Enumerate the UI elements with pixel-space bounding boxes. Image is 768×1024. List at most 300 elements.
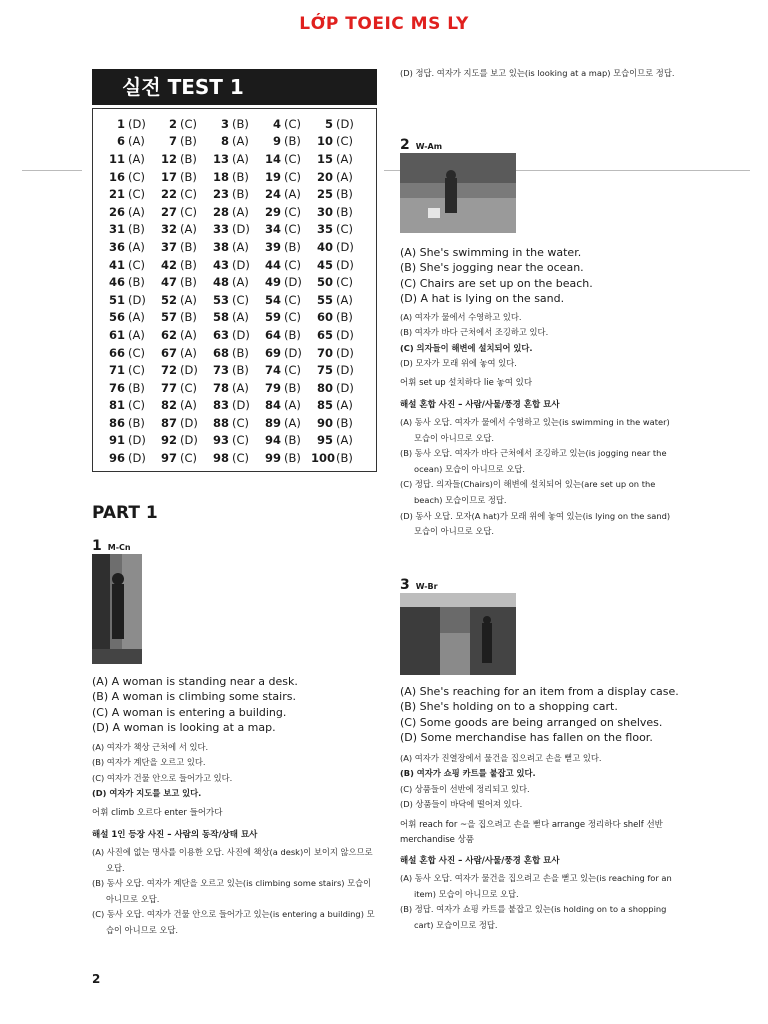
answer-number: 46 (108, 275, 125, 290)
answer-cell (207, 238, 259, 256)
answer-number: 66 (108, 345, 125, 360)
option-ko: (C) 상품들이 선반에 정리되고 있다. (400, 783, 530, 794)
answer-choice: (C) (232, 415, 250, 430)
answer-choice: (D) (336, 116, 354, 131)
answer-number: 47 (160, 275, 177, 290)
answer-choice: (C) (128, 363, 146, 378)
answer-cell (207, 203, 259, 221)
answer-choice: (A) (284, 187, 301, 202)
answer-choice: (B) (128, 415, 145, 430)
answer-choice: (B) (180, 239, 197, 254)
answer-cell (311, 309, 363, 327)
explain-line: (B) 정답. 여자가 쇼핑 카트를 붙잡고 있는(is holding on to a shopping cart) 모습이므로 정답. (400, 904, 667, 930)
answer-choice: (B) (232, 169, 249, 184)
answer-number: 64 (264, 327, 281, 342)
answer-cell (155, 379, 207, 397)
answer-choice: (D) (128, 116, 146, 131)
option-en: (C) Some goods are being arranged on shelves. (400, 715, 663, 729)
answer-cell (259, 414, 311, 432)
answer-number: 40 (316, 239, 333, 254)
answer-cell (155, 133, 207, 151)
answer-choice: (B) (128, 380, 145, 395)
option-ko: (D) 상품들이 바닥에 떨어져 있다. (400, 798, 523, 809)
answer-cell (103, 432, 155, 450)
answer-choice: (A) (180, 222, 197, 237)
option-ko-answer: (B) 여자가 쇼핑 카트를 붙잡고 있다. (400, 768, 536, 779)
answer-number: 84 (264, 398, 281, 413)
answer-cell (155, 291, 207, 309)
answer-cell (259, 309, 311, 327)
answer-cell (103, 115, 155, 133)
answer-cell (311, 185, 363, 203)
answer-number: 2 (168, 116, 177, 131)
answer-choice: (D) (336, 239, 354, 254)
answer-key-grid (92, 108, 377, 472)
answer-choice: (D) (180, 415, 198, 430)
answer-choice: (C) (284, 222, 302, 237)
answer-choice: (C) (336, 222, 354, 237)
answer-number: 97 (160, 451, 177, 466)
explain-line: (D) 동사 오답. 모자(A hat)가 모래 위에 놓여 있는(is lying on the sand) 모습이 아니므로 오답. (400, 510, 671, 537)
question-3-photo (400, 593, 516, 675)
answer-cell (259, 432, 311, 450)
answer-choice: (A) (336, 433, 353, 448)
answer-number: 68 (212, 345, 229, 360)
answer-number: 38 (212, 239, 229, 254)
answer-number: 59 (264, 310, 281, 325)
answer-choice: (D) (232, 327, 250, 342)
answer-choice: (B) (284, 451, 301, 466)
answer-choice: (B) (232, 345, 249, 360)
option-en: (D) A hat is lying on the sand. (400, 291, 565, 305)
answer-cell (311, 221, 363, 239)
answer-cell (155, 115, 207, 133)
answer-number: 37 (160, 239, 177, 254)
answer-cell (155, 397, 207, 415)
answer-number: 89 (264, 415, 281, 430)
answer-cell (207, 185, 259, 203)
answer-choice: (B) (336, 204, 353, 219)
answer-choice: (A) (180, 327, 197, 342)
answer-cell (155, 203, 207, 221)
answer-choice: (B) (180, 169, 197, 184)
answer-choice: (A) (336, 292, 353, 307)
question-2-explain-title: 해설 혼합 사진 – 사람/사물/풍경 혼합 묘사 (400, 400, 560, 410)
question-number: 1 (92, 538, 102, 554)
answer-choice: (A) (232, 204, 249, 219)
answer-cell (311, 273, 363, 291)
answer-cell (155, 326, 207, 344)
answer-number: 35 (316, 222, 333, 237)
answer-row (103, 309, 363, 327)
option-en: (B) She's jogging near the ocean. (400, 261, 584, 275)
answer-choice: (C) (284, 310, 302, 325)
question-1-explain-continued (400, 66, 680, 82)
answer-cell (207, 449, 259, 467)
question-3-vocab: 어휘 reach for ~을 집으려고 손을 뻗다 arrange 정리하다 shelf 선반 merchandise 상품 (400, 820, 663, 845)
answer-cell (103, 361, 155, 379)
answer-cell (103, 379, 155, 397)
answer-cell (155, 168, 207, 186)
answer-cell (259, 256, 311, 274)
answer-cell (155, 361, 207, 379)
answer-choice: (D) (336, 257, 354, 272)
answer-number: 52 (160, 292, 177, 307)
answer-choice: (C) (284, 204, 302, 219)
answer-choice: (B) (284, 327, 301, 342)
answer-row (103, 185, 363, 203)
answer-cell (207, 273, 259, 291)
answer-number: 23 (212, 187, 229, 202)
answer-choice: (C) (284, 363, 302, 378)
answer-number: 22 (160, 187, 177, 202)
answer-choice: (B) (336, 310, 353, 325)
option-ko: (A) 여자가 진열장에서 물건을 집으려고 손을 뻗고 있다. (400, 753, 602, 763)
answer-choice: (A) (128, 310, 145, 325)
answer-row (103, 432, 363, 450)
answer-number: 45 (316, 257, 333, 272)
answer-row (103, 361, 363, 379)
question-2-photo (400, 153, 516, 233)
answer-number: 76 (108, 380, 125, 395)
answer-cell (103, 397, 155, 415)
question-3-explain-title: 해설 혼합 사진 – 사람/사물/풍경 혼합 묘사 (400, 856, 560, 866)
option-en: (B) A woman is climbing some stairs. (92, 690, 296, 704)
answer-number: 44 (264, 257, 281, 272)
answer-number: 28 (212, 204, 229, 219)
answer-cell (259, 221, 311, 239)
answer-cell (155, 238, 207, 256)
answer-choice: (B) (284, 134, 301, 149)
option-en: (A) A woman is standing near a desk. (92, 675, 298, 688)
answer-cell (311, 168, 363, 186)
answer-number: 9 (272, 134, 281, 149)
answer-cell (207, 361, 259, 379)
answer-choice: (B) (336, 451, 353, 466)
answer-cell (155, 150, 207, 168)
answer-number: 19 (264, 169, 281, 184)
question-2-header (400, 134, 442, 153)
answer-choice: (A) (128, 204, 145, 219)
option-en: (D) Some merchandise has fallen on the floor. (400, 730, 653, 744)
option-en: (C) Chairs are set up on the beach. (400, 276, 593, 290)
answer-cell (103, 414, 155, 432)
question-3-options (400, 684, 700, 745)
answer-number: 5 (324, 116, 333, 131)
option-ko: (A) 여자가 책상 근처에 서 있다. (92, 742, 209, 752)
answer-number: 26 (108, 204, 125, 219)
answer-choice: (C) (232, 292, 250, 307)
answer-row (103, 168, 363, 186)
explain-line: (B) 동사 오답. 여자가 계단을 오르고 있는(is climbing some stairs) 모습이 아니므로 오답. (92, 878, 372, 904)
answer-cell (311, 379, 363, 397)
answer-number: 4 (272, 116, 281, 131)
answer-number: 90 (316, 415, 333, 430)
answer-row (103, 150, 363, 168)
answer-cell (311, 449, 363, 467)
answer-choice: (A) (284, 398, 301, 413)
answer-row (103, 414, 363, 432)
answer-number: 92 (160, 433, 177, 448)
answer-choice: (A) (128, 134, 145, 149)
answer-number: 56 (108, 310, 125, 325)
answer-number: 30 (316, 204, 333, 219)
answer-cell (259, 203, 311, 221)
option-ko: (A) 여자가 물에서 수영하고 있다. (400, 312, 522, 322)
answer-cell (311, 432, 363, 450)
answer-row (103, 221, 363, 239)
answer-cell (103, 326, 155, 344)
answer-number: 36 (108, 239, 125, 254)
answer-number: 27 (160, 204, 177, 219)
answer-cell (103, 185, 155, 203)
answer-cell (311, 133, 363, 151)
answer-number: 95 (316, 433, 333, 448)
answer-number: 83 (212, 398, 229, 413)
answer-cell (155, 273, 207, 291)
answer-choice: (A) (232, 239, 249, 254)
answer-choice: (C) (284, 116, 302, 131)
answer-choice: (D) (128, 433, 146, 448)
answer-cell (155, 449, 207, 467)
photo-woman-map (92, 554, 142, 664)
answer-choice: (C) (128, 398, 146, 413)
answer-choice: (B) (180, 310, 197, 325)
answer-cell (311, 291, 363, 309)
answer-cell (207, 256, 259, 274)
answer-choice: (A) (232, 310, 249, 325)
answer-number: 87 (160, 415, 177, 430)
answer-number: 70 (316, 345, 333, 360)
answer-number: 10 (316, 134, 333, 149)
answer-choice: (C) (284, 151, 302, 166)
page-header: LỚP TOEIC MS LY (299, 14, 469, 34)
answer-cell (311, 115, 363, 133)
question-3-header (400, 574, 438, 593)
answer-choice: (A) (180, 292, 197, 307)
option-ko-answer: (D) 여자가 지도를 보고 있다. (92, 787, 202, 798)
answer-cell (207, 309, 259, 327)
answer-choice: (B) (284, 433, 301, 448)
answer-cell (103, 256, 155, 274)
answer-choice: (B) (336, 415, 353, 430)
question-1-explanation (92, 845, 377, 939)
answer-cell (155, 185, 207, 203)
question-1-vocab: 어휘 climb 오르다 enter 들어가다 (92, 808, 223, 818)
answer-cell (103, 344, 155, 362)
question-2-options (400, 245, 690, 306)
answer-number: 16 (108, 169, 125, 184)
answer-number: 15 (316, 151, 333, 166)
answer-cell (259, 168, 311, 186)
answer-choice: (A) (128, 151, 145, 166)
answer-cell (207, 397, 259, 415)
answer-choice: (A) (128, 327, 145, 342)
answer-number: 17 (160, 169, 177, 184)
answer-cell (259, 115, 311, 133)
answer-number: 29 (264, 204, 281, 219)
answer-cell (259, 449, 311, 467)
answer-cell (259, 291, 311, 309)
answer-choice: (C) (180, 116, 198, 131)
answer-number: 20 (316, 169, 333, 184)
answer-number: 57 (160, 310, 177, 325)
answer-cell (155, 414, 207, 432)
explain-line: (D) 정답. 여자가 지도를 보고 있는(is looking at a map) 모습이므로 정답. (400, 68, 675, 78)
answer-cell (155, 309, 207, 327)
answer-cell (207, 115, 259, 133)
answer-cell (103, 291, 155, 309)
answer-choice: (B) (180, 275, 197, 290)
answer-choice: (A) (336, 398, 353, 413)
answer-key-table (103, 115, 363, 467)
answer-number: 73 (212, 363, 229, 378)
answer-number: 14 (264, 151, 281, 166)
answer-cell (259, 150, 311, 168)
test-title: 실전 TEST 1 (92, 69, 377, 105)
explain-line: (C) 동사 오답. 여자가 건물 안으로 들어가고 있는(is entering a building) 모습이 아니므로 오답. (92, 909, 375, 935)
answer-number: 85 (316, 398, 333, 413)
answer-number: 1 (116, 116, 125, 131)
answer-choice: (B) (336, 187, 353, 202)
option-en: (A) She's swimming in the water. (400, 246, 582, 259)
answer-number: 88 (212, 415, 229, 430)
answer-choice: (C) (336, 134, 354, 149)
answer-number: 98 (212, 451, 229, 466)
answer-choice: (A) (336, 169, 353, 184)
question-number: 3 (400, 577, 410, 593)
answer-cell (103, 221, 155, 239)
part-title: PART 1 (92, 503, 158, 523)
answer-choice: (D) (284, 345, 302, 360)
option-en: (A) She's reaching for an item from a display case. (400, 685, 679, 698)
answer-number: 18 (212, 169, 229, 184)
question-number: 2 (400, 137, 410, 153)
answer-cell (259, 133, 311, 151)
photo-beach (400, 153, 516, 233)
answer-number: 93 (212, 433, 229, 448)
answer-choice: (C) (336, 275, 354, 290)
answer-cell (259, 326, 311, 344)
answer-number: 62 (160, 327, 177, 342)
page-number: 2 (92, 972, 101, 986)
answer-cell (311, 256, 363, 274)
answer-number: 54 (264, 292, 281, 307)
answer-choice: (D) (284, 275, 302, 290)
answer-cell (259, 185, 311, 203)
answer-number: 82 (160, 398, 177, 413)
answer-cell (207, 344, 259, 362)
question-3-explanation (400, 871, 680, 933)
answer-row (103, 397, 363, 415)
answer-choice: (B) (128, 275, 145, 290)
answer-cell (155, 344, 207, 362)
answer-cell (259, 379, 311, 397)
answer-cell (207, 379, 259, 397)
answer-number: 43 (212, 257, 229, 272)
answer-number: 80 (316, 380, 333, 395)
answer-number: 39 (264, 239, 281, 254)
answer-number: 6 (116, 134, 125, 149)
explain-line: (A) 사진에 없는 명사를 이용한 오답. 사진에 책상(a desk)이 보이지 않으므로 오답. (92, 847, 373, 873)
option-ko: (B) 여자가 바다 근처에서 조깅하고 있다. (400, 327, 549, 338)
answer-cell (207, 133, 259, 151)
answer-row (103, 379, 363, 397)
answer-row (103, 238, 363, 256)
answer-number: 72 (160, 363, 177, 378)
answer-row (103, 115, 363, 133)
answer-choice: (D) (336, 380, 354, 395)
answer-cell (311, 326, 363, 344)
answer-choice: (A) (128, 239, 145, 254)
answer-choice: (D) (336, 345, 354, 360)
answer-choice: (C) (180, 451, 198, 466)
answer-cell (155, 432, 207, 450)
answer-cell (259, 344, 311, 362)
answer-number: 7 (168, 134, 177, 149)
answer-row (103, 344, 363, 362)
answer-cell (207, 150, 259, 168)
answer-number: 61 (108, 327, 125, 342)
answer-cell (103, 238, 155, 256)
answer-row (103, 291, 363, 309)
answer-choice: (B) (232, 187, 249, 202)
answer-number: 32 (160, 222, 177, 237)
answer-choice: (C) (180, 187, 198, 202)
answer-number: 69 (264, 345, 281, 360)
answer-number: 3 (220, 116, 229, 131)
answer-choice: (C) (128, 345, 146, 360)
answer-cell (207, 414, 259, 432)
answer-number: 11 (108, 151, 125, 166)
answer-cell (207, 168, 259, 186)
answer-choice: (C) (128, 169, 146, 184)
answer-number: 74 (264, 363, 281, 378)
answer-choice: (D) (128, 292, 146, 307)
answer-choice: (B) (284, 239, 301, 254)
answer-choice: (B) (180, 151, 197, 166)
answer-cell (103, 449, 155, 467)
answer-number: 81 (108, 398, 125, 413)
answer-choice: (C) (180, 204, 198, 219)
answer-cell (103, 168, 155, 186)
answer-choice: (A) (284, 415, 301, 430)
answer-choice: (A) (232, 380, 249, 395)
answer-choice: (D) (180, 363, 198, 378)
answer-number: 13 (212, 151, 229, 166)
answer-choice: (D) (128, 451, 146, 466)
answer-cell (155, 221, 207, 239)
answer-choice: (A) (232, 151, 249, 166)
answer-cell (103, 273, 155, 291)
speaker-tag: W-Am (415, 142, 443, 151)
answer-number: 48 (212, 275, 229, 290)
option-ko: (D) 모자가 모래 위에 놓여 있다. (400, 357, 517, 368)
answer-choice: (B) (232, 116, 249, 131)
answer-choice: (B) (180, 134, 197, 149)
photo-store-aisle (400, 593, 516, 675)
question-1-explain-title: 해설 1인 등장 사진 – 사람의 동작/상태 묘사 (92, 830, 258, 840)
answer-choice: (A) (180, 398, 197, 413)
answer-choice: (D) (180, 433, 198, 448)
answer-number: 79 (264, 380, 281, 395)
answer-row (103, 449, 363, 467)
question-1-options (92, 674, 377, 735)
answer-choice: (C) (284, 257, 302, 272)
answer-number: 24 (264, 187, 281, 202)
explain-line: (B) 동사 오답. 여자가 바다 근처에서 조깅하고 있는(is jogging near the ocean) 모습이 아니므로 오답. (400, 448, 667, 474)
answer-choice: (C) (128, 187, 146, 202)
